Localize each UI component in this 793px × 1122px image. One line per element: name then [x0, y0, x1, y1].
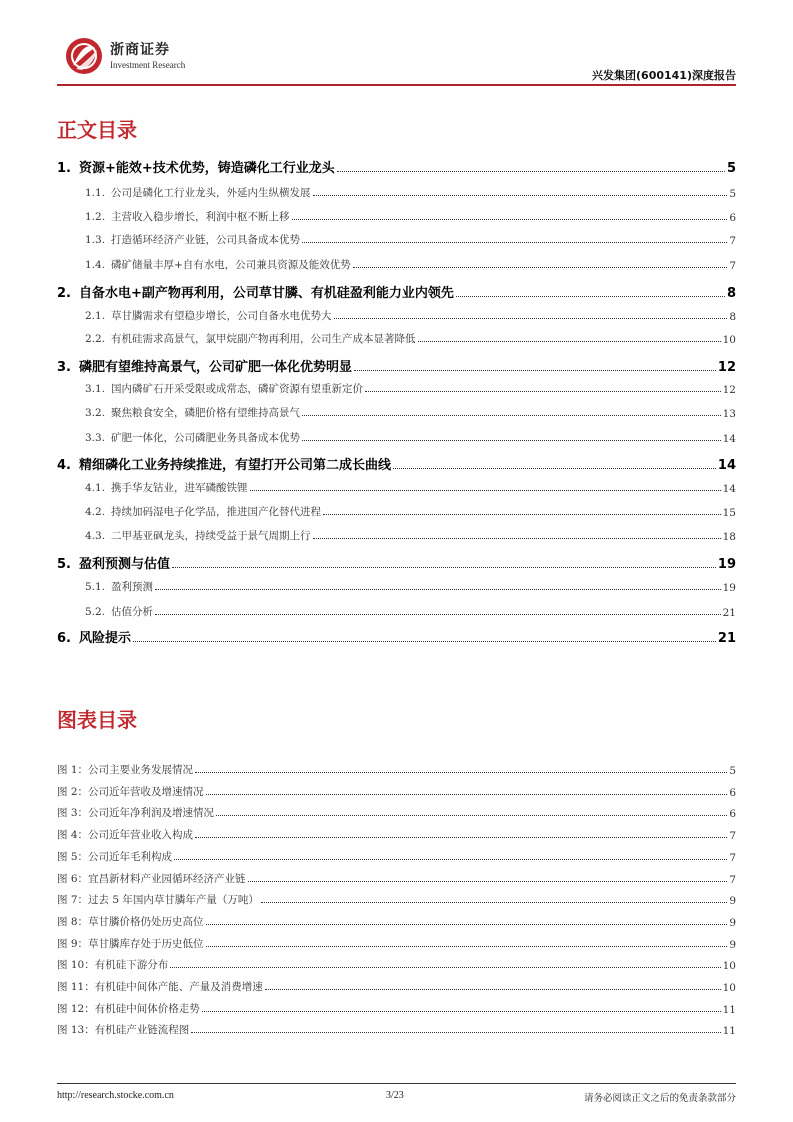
dot-leader: [172, 567, 716, 568]
toc-entry-page: 14: [722, 483, 736, 495]
logo-chinese-text: 浙商证券: [110, 41, 170, 58]
figure-entry-page: 6: [729, 786, 736, 799]
dot-leader: [353, 267, 728, 268]
toc-entry-number: 1.3.: [85, 234, 106, 246]
toc-entry-label: [57, 257, 351, 272]
toc-section-row[interactable]: [57, 232, 736, 247]
toc-entry-page: 8: [729, 311, 736, 323]
dot-leader: [313, 538, 721, 539]
figure-entry-page: 9: [729, 916, 736, 929]
toc-entry-text: 风险提示: [79, 631, 132, 646]
document-title: 兴发集团(600141)深度报告: [592, 69, 736, 82]
toc-section-row[interactable]: [57, 308, 736, 323]
toc-chapter-row[interactable]: [57, 158, 736, 176]
dot-leader: [206, 946, 728, 947]
figure-entry-label: 图 1：公司主要业务发展情况: [57, 764, 194, 776]
toc-section-row[interactable]: [57, 528, 736, 543]
toc-entry-label: [57, 480, 248, 495]
toc-entry-text: 国内磷矿石开采受限或成常态，磷矿资源有望重新定价: [111, 383, 363, 395]
toc-entry-text: 草甘膦需求有望稳步增长，公司自备水电优势大: [111, 310, 332, 322]
toc-entry-number: 3.1.: [85, 383, 106, 395]
toc-section-row[interactable]: [57, 257, 736, 272]
toc-entry-label: [57, 553, 170, 572]
figure-entry-page: 11: [722, 1025, 736, 1038]
dot-leader: [195, 772, 727, 773]
dot-leader: [202, 1011, 721, 1012]
figure-entry-label: 图 10：有机硅下游分布: [57, 959, 169, 972]
figure-entry-row[interactable]: [57, 805, 736, 820]
toc-chapter-row[interactable]: [57, 283, 736, 301]
dot-leader: [302, 415, 721, 416]
toc-entry-number: 4.2.: [85, 506, 106, 518]
toc-section-row[interactable]: [57, 430, 736, 445]
dot-leader: [133, 641, 716, 642]
dot-leader: [155, 614, 721, 615]
toc-entry-text: 估值分析: [111, 606, 153, 618]
figure-entry-row[interactable]: [57, 957, 736, 972]
figure-entry-row[interactable]: [57, 849, 736, 864]
toc-entry-page: 5: [726, 161, 736, 176]
toc-entry-number: 5.: [57, 557, 71, 572]
dot-leader: [174, 859, 727, 860]
figure-entry-page: 10: [722, 960, 736, 973]
toc-entry-page: 13: [722, 408, 736, 420]
figure-entry-row[interactable]: [57, 979, 736, 994]
toc-entry-text: 主营收入稳步增长，利润中枢不断上移: [111, 211, 290, 223]
toc-entry-page: 19: [722, 582, 736, 594]
toc-entry-page: 8: [726, 286, 736, 301]
toc-entry-text: 二甲基亚砜龙头，持续受益于景气周期上行: [111, 530, 311, 542]
toc-entry-text: 矿肥一体化，公司磷肥业务具备成本优势: [111, 432, 300, 444]
toc-entry-number: 1.1.: [85, 187, 106, 199]
toc-entry-number: 6.: [57, 631, 71, 646]
toc-entry-text: 自备水电+副产物再利用，公司草甘膦、有机硅盈利能力业内领先: [79, 286, 454, 301]
toc-entry-number: 4.: [57, 458, 71, 473]
figure-entry-label: 图 5：公司近年毛利构成: [57, 850, 173, 863]
dot-leader: [418, 341, 721, 342]
toc-entry-label: [57, 430, 300, 445]
toc-entry-text: 盈利预测与估值: [79, 557, 171, 572]
toc-entry-number: 3.: [57, 360, 71, 375]
dot-leader: [323, 514, 721, 515]
toc-chapter-row[interactable]: [57, 554, 736, 572]
figure-entry-row[interactable]: [57, 827, 736, 842]
dot-leader: [354, 370, 716, 371]
toc-entry-page: 19: [717, 557, 736, 572]
toc-entry-label: [57, 282, 454, 301]
toc-entry-page: 12: [722, 384, 736, 396]
logo-english-text: Investment Research: [110, 59, 186, 70]
toc-section-row[interactable]: [57, 604, 736, 619]
toc-entry-number: 3.2.: [85, 407, 106, 419]
toc-entry-text: 公司是磷化工行业龙头，外延内生纵横发展: [111, 187, 311, 199]
figure-entry-page: 6: [729, 808, 736, 821]
toc-entry-page: 6: [729, 212, 736, 224]
toc-section-row[interactable]: [57, 381, 736, 396]
toc-entry-text: 磷矿储量丰厚+自有水电，公司兼具资源及能效优势: [111, 259, 351, 271]
figure-entry-page: 9: [729, 938, 736, 951]
toc-entry-page: 14: [722, 433, 736, 445]
footer-url[interactable]: http://research.stocke.com.cn: [57, 1090, 174, 1101]
toc-section-row[interactable]: [57, 405, 736, 420]
figure-entry-label: 图 3：公司近年净利润及增速情况: [57, 807, 215, 820]
figure-entry-row[interactable]: [57, 871, 736, 886]
toc-entry-label: [57, 185, 311, 200]
toc-entry-number: 1.: [57, 161, 71, 176]
toc-entry-page: 12: [717, 360, 736, 375]
broker-logo-icon: [64, 36, 104, 76]
dot-leader: [456, 296, 725, 297]
dot-leader: [393, 468, 716, 469]
toc-entry-number: 5.1.: [85, 581, 106, 593]
toc-entry-label: [57, 528, 311, 543]
toc-entry-text: 携手华友钴业，进军磷酸铁锂: [111, 482, 248, 494]
toc-entry-label: [57, 579, 153, 594]
toc-entry-text: 聚焦粮食安全，磷肥价格有望维持高景气: [111, 407, 300, 419]
figure-entry-row[interactable]: [57, 914, 736, 929]
figure-entry-page: 11: [722, 1003, 736, 1016]
figure-entry-page: 7: [729, 830, 736, 843]
toc-entry-page: 21: [722, 607, 736, 619]
toc-entry-page: 5: [729, 188, 736, 200]
toc-section-row[interactable]: [57, 209, 736, 224]
dot-leader: [248, 881, 728, 882]
figures-title: 图表目录: [57, 708, 137, 732]
footer-disclaimer: 请务必阅读正文之后的免责条款部分: [583, 1093, 736, 1104]
figure-entry-row[interactable]: [57, 784, 736, 799]
dot-leader: [265, 989, 721, 990]
figure-entry-page: 9: [729, 895, 736, 908]
toc-section-row[interactable]: [57, 185, 736, 200]
figure-entry-page: 5: [729, 765, 736, 777]
toc-chapter-row[interactable]: [57, 357, 736, 375]
dot-leader: [155, 589, 721, 590]
toc-entry-text: 持续加码湿电子化学品，推进国产化替代进程: [111, 506, 321, 518]
toc-entry-label: [57, 331, 416, 346]
toc-entry-label: [57, 232, 300, 247]
toc-entry-page: 14: [717, 458, 736, 473]
toc-entry-label: [57, 308, 332, 323]
toc-entry-label: [57, 157, 335, 176]
toc-entry-label: [57, 454, 391, 473]
toc-entry-page: 7: [729, 260, 736, 272]
figure-entry-label: 图 4：公司近年营业收入构成: [57, 829, 194, 842]
toc-entry-number: 4.3.: [85, 530, 106, 542]
toc-entry-page: 10: [722, 334, 736, 346]
figure-entry-row[interactable]: [57, 1022, 736, 1037]
footer-divider: [57, 1083, 736, 1084]
figure-entry-page: 7: [729, 873, 736, 886]
toc-entry-label: [57, 356, 352, 375]
toc-entry-text: 有机硅需求高景气，氯甲烷副产物再利用，公司生产成本显著降低: [111, 333, 416, 345]
header-divider: [57, 84, 736, 86]
toc-entry-page: 15: [722, 507, 736, 519]
toc-entry-label: [57, 504, 321, 519]
dot-leader: [191, 1032, 720, 1033]
toc-entry-label: [57, 627, 131, 646]
toc-entry-label: [57, 381, 363, 396]
logo: [64, 36, 185, 76]
toc-entry-number: 3.3.: [85, 432, 106, 444]
figure-entry-row[interactable]: [57, 1001, 736, 1016]
toc-section-row[interactable]: [57, 504, 736, 519]
toc-title: 正文目录: [57, 118, 137, 142]
dot-leader: [337, 171, 725, 172]
toc-entry-number: 4.1.: [85, 482, 106, 494]
dot-leader: [216, 815, 727, 816]
dot-leader: [292, 219, 728, 220]
toc-entry-label: [57, 405, 300, 420]
toc-section-row[interactable]: [57, 579, 736, 594]
toc-chapter-row[interactable]: [57, 628, 736, 646]
dot-leader: [195, 837, 727, 838]
figure-entry-label: 图 6：宜昌新材料产业园循环经济产业链: [57, 872, 246, 885]
toc-entry-page: 7: [729, 235, 736, 247]
toc-entry-text: 磷肥有望维持高景气，公司矿肥一体化优势明显: [79, 360, 353, 375]
figure-entry-label: 图 8：草甘膦价格仍处历史高位: [57, 915, 204, 928]
dot-leader: [313, 195, 728, 196]
toc-entry-text: 精细磷化工业务持续推进，有望打开公司第二成长曲线: [79, 458, 392, 473]
figure-entry-page: 10: [722, 982, 736, 994]
toc-entry-number: 1.4.: [85, 259, 106, 271]
toc-entry-number: 2.2.: [85, 333, 106, 345]
dot-leader: [302, 242, 727, 243]
dot-leader: [206, 924, 728, 925]
toc-chapter-row[interactable]: [57, 455, 736, 473]
figure-entry-page: 7: [729, 851, 736, 864]
figure-entry-label: 图 12：有机硅中间体价格走势: [57, 1002, 200, 1015]
dot-leader: [250, 490, 721, 491]
toc-entry-text: 打造循环经济产业链，公司具备成本优势: [111, 234, 300, 246]
figure-entry-row[interactable]: [57, 936, 736, 951]
figure-entry-label: 图 9：草甘膦库存处于历史低位: [57, 937, 204, 950]
figure-entry-row[interactable]: [57, 892, 736, 907]
toc-entry-number: 5.2.: [85, 606, 106, 618]
figure-entry-label: 图 7：过去 5 年国内草甘膦年产量（万吨）: [57, 894, 259, 907]
dot-leader: [334, 318, 728, 319]
toc-entry-page: 21: [717, 631, 736, 646]
figure-entry-label: 图 2：公司近年营收及增速情况: [57, 785, 204, 798]
dot-leader: [206, 794, 728, 795]
toc-entry-text: 资源+能效+技术优势，铸造磷化工行业龙头: [79, 161, 335, 176]
figure-entry-label: 图 13：有机硅产业链流程图: [57, 1024, 190, 1037]
figure-entry-label: 图 11：有机硅中间体产能、产量及消费增速: [57, 981, 263, 993]
dot-leader: [170, 967, 720, 968]
toc-section-row[interactable]: [57, 480, 736, 495]
toc-entry-label: [57, 604, 153, 619]
toc-entry-number: 1.2.: [85, 211, 106, 223]
toc-section-row[interactable]: [57, 331, 736, 346]
dot-leader: [365, 391, 721, 392]
dot-leader: [302, 440, 721, 441]
figure-entry-row[interactable]: [57, 762, 736, 777]
toc-entry-text: 盈利预测: [111, 581, 153, 593]
toc-entry-label: [57, 209, 290, 224]
footer-page-number: 3/23: [386, 1090, 404, 1101]
dot-leader: [261, 902, 727, 903]
toc-entry-page: 18: [722, 531, 736, 543]
toc-entry-number: 2.: [57, 286, 71, 301]
toc-entry-number: 2.1.: [85, 310, 106, 322]
